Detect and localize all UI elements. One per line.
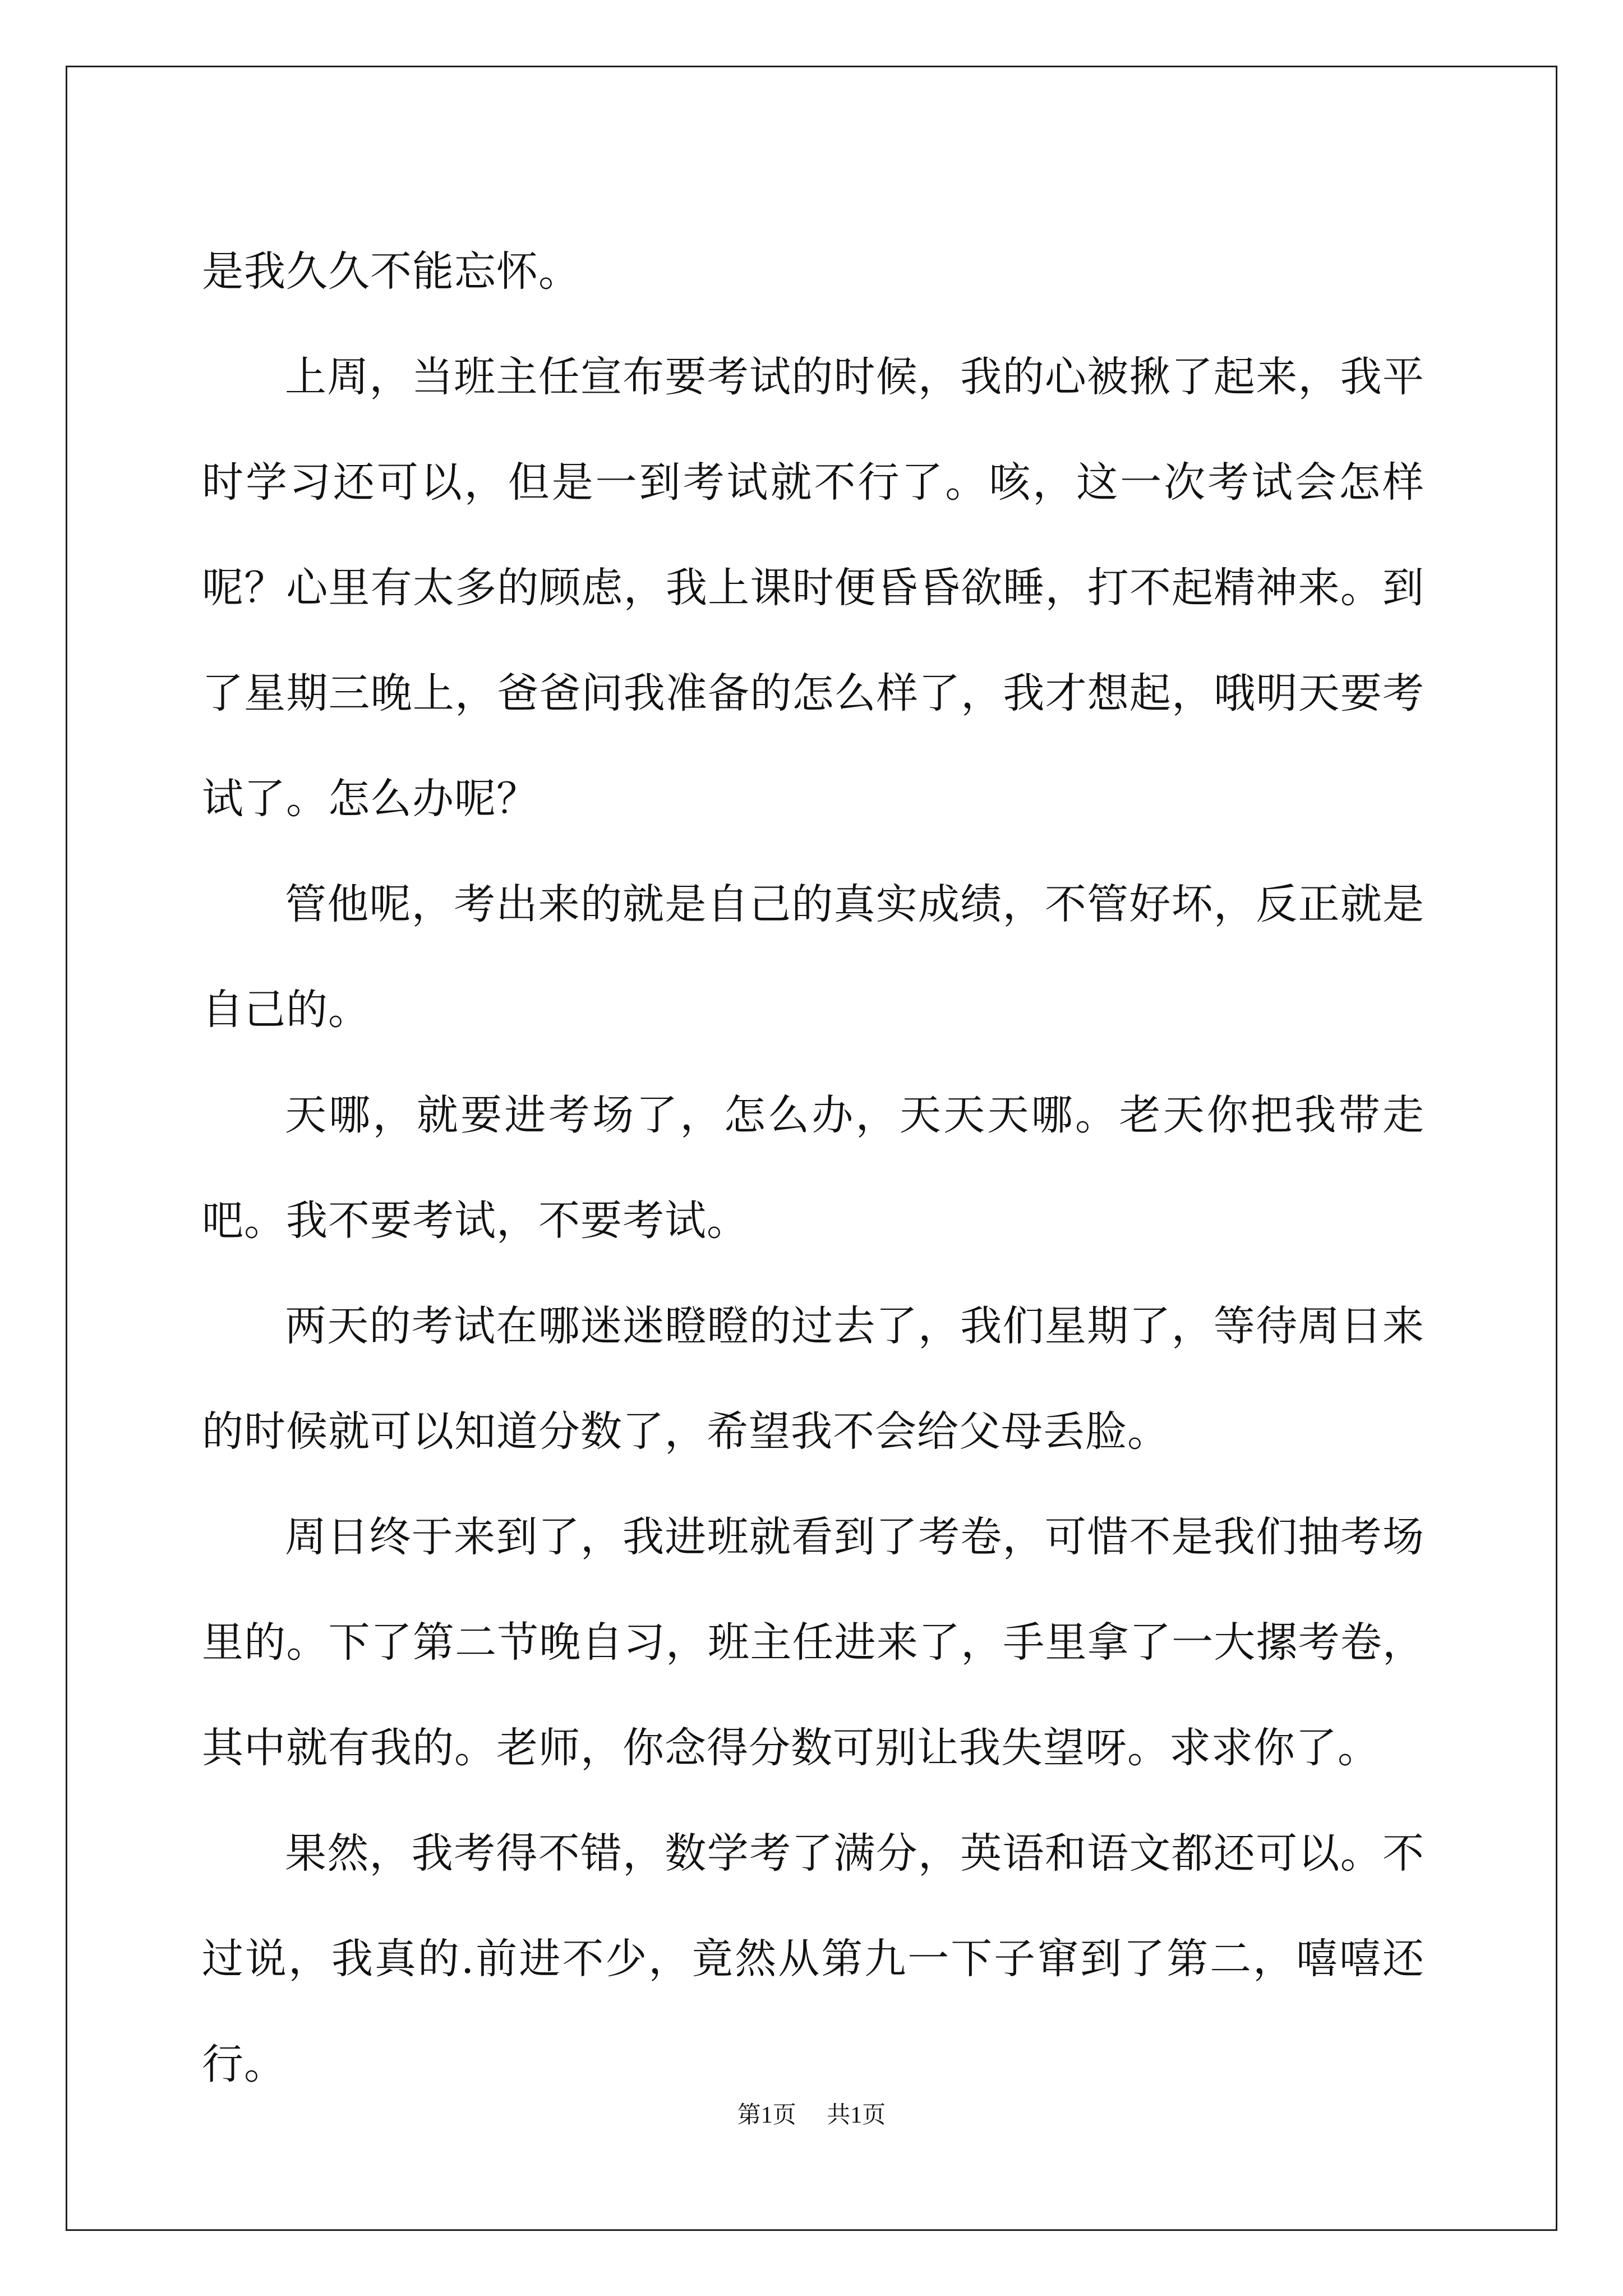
page-number-label: 第1页 [737,2102,796,2128]
paragraph-6: 周日终于来到了，我进班就看到了考卷，可惜不是我们抽考场里的。下了第二节晚自习，班主任进来了，手里拿了一大摞考卷，其中就有我的。老师，你念得分数可别让我失望呀。求求你了。 [202,1513,1424,1772]
paragraph-4: 天哪，就要进考场了，怎么办，天天天哪。老天你把我带走吧。我不要考试，不要考试。 [202,1091,1424,1245]
document-body [202,219,1424,2117]
paragraph-5: 两天的考试在哪迷迷瞪瞪的过去了，我们星期了，等待周日来的时候就可以知道分数了，希望我不会给父母丢脸。 [202,1302,1424,1456]
paragraph-1: 是我久久不能忘怀。 [202,247,580,296]
paragraph-7: 果然，我考得不错，数学考了满分，英语和语文都还可以。不过说，我真的.前进不少，竟然从第九一下子窜到了第二，嘻嘻还行。 [202,1829,1424,2088]
paragraph-3: 管他呢，考出来的就是自己的真实成绩，不管好坏，反正就是自己的。 [202,880,1424,1034]
page-total-label: 共1页 [827,2102,886,2128]
paragraph-2: 上周，当班主任宣布要考试的时候，我的心被揪了起来，我平时学习还可以，但是一到考试就不行了。咳，这一次考试会怎样呢？心里有太多的顾虑，我上课时便昏昏欲睡，打不起精神来。到了星期三晚上，爸爸问我准备的怎么样了，我才想起，哦明天要考试了。怎么办呢？ [202,353,1424,823]
page-footer [0,2101,1623,2130]
